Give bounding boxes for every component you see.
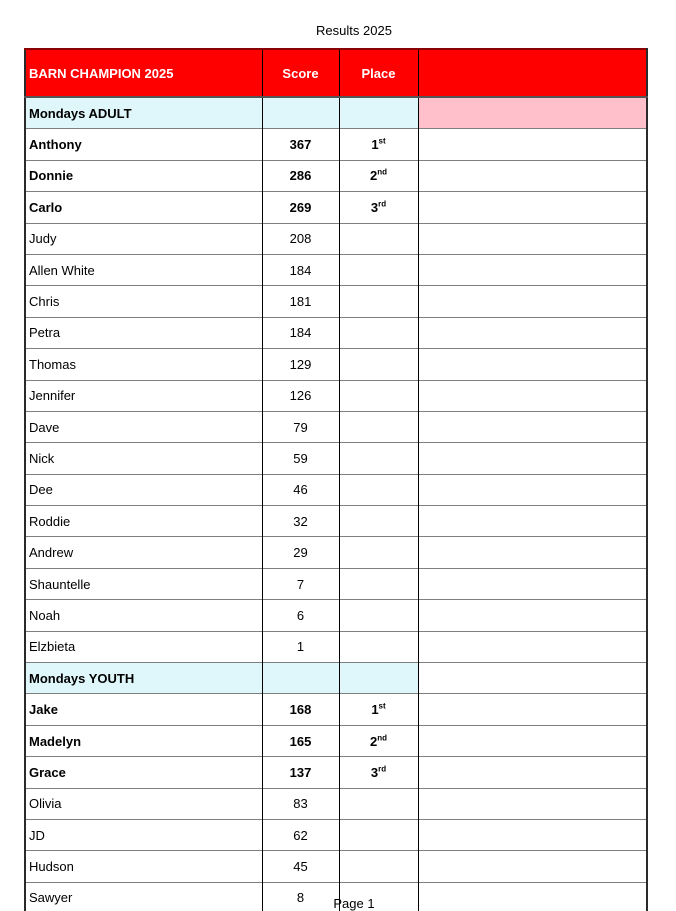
score-cell <box>262 380 339 411</box>
player-name: Noah <box>29 607 61 623</box>
place-cell <box>339 694 418 725</box>
player-score: 62 <box>293 827 308 843</box>
place-cell <box>339 631 418 662</box>
place-cell <box>339 254 418 285</box>
player-name: Grace <box>29 764 66 780</box>
page-number: Page 1 <box>333 896 375 911</box>
player-name: Olivia <box>29 796 62 812</box>
extra-cell <box>418 129 647 160</box>
place-cell <box>339 757 418 788</box>
player-score: 286 <box>289 168 312 184</box>
score-cell <box>262 317 339 348</box>
player-name: Anthony <box>29 137 82 153</box>
table-row <box>25 474 647 505</box>
table-row <box>25 788 647 819</box>
player-score: 181 <box>289 294 312 310</box>
player-name: Nick <box>29 450 55 466</box>
name-cell <box>25 286 262 317</box>
extra-cell <box>418 788 647 819</box>
player-name: Dee <box>29 482 53 498</box>
score-cell <box>262 223 339 254</box>
section-row <box>25 97 647 129</box>
player-name: Shauntelle <box>29 576 91 592</box>
score-cell <box>262 725 339 756</box>
player-name: Jake <box>29 702 58 718</box>
score-cell <box>262 286 339 317</box>
player-score: 32 <box>293 513 308 529</box>
name-cell <box>25 788 262 819</box>
score-cell <box>262 474 339 505</box>
header-cell-place: Place <box>339 49 418 97</box>
extra-cell <box>418 474 647 505</box>
score-cell <box>262 411 339 442</box>
table-row <box>25 254 647 285</box>
extra-cell <box>418 380 647 411</box>
name-cell <box>25 631 262 662</box>
extra-cell <box>418 851 647 882</box>
score-cell <box>262 757 339 788</box>
score-cell <box>262 819 339 850</box>
place-cell <box>339 537 418 568</box>
player-name: Madelyn <box>29 733 82 749</box>
extra-cell <box>418 443 647 474</box>
table-row <box>25 819 647 850</box>
place-ordinal-suffix: rd <box>378 199 387 209</box>
extra-cell <box>418 757 647 788</box>
table-row <box>25 380 647 411</box>
place-cell <box>339 317 418 348</box>
header-cell-score: Score <box>262 49 339 97</box>
name-cell <box>25 443 262 474</box>
table-header-row <box>25 49 647 97</box>
score-cell <box>262 631 339 662</box>
place-cell <box>339 663 418 694</box>
player-score: 7 <box>296 576 305 592</box>
name-cell <box>25 757 262 788</box>
table-row <box>25 631 647 662</box>
table-row <box>25 349 647 380</box>
extra-cell <box>418 631 647 662</box>
place-cell <box>339 97 418 129</box>
player-score: 46 <box>293 482 308 498</box>
header-cell-title: BARN CHAMPION 2025 <box>25 49 262 97</box>
player-score: 367 <box>289 137 312 153</box>
extra-cell <box>418 254 647 285</box>
section-row <box>25 663 647 694</box>
score-cell <box>262 851 339 882</box>
player-score: 168 <box>289 702 312 718</box>
extra-cell <box>418 506 647 537</box>
player-name: Mondays YOUTH <box>29 670 135 686</box>
player-name: Elzbieta <box>29 639 76 655</box>
place-cell <box>339 725 418 756</box>
place-cell <box>339 568 418 599</box>
place-cell <box>339 600 418 631</box>
name-cell <box>25 694 262 725</box>
extra-cell <box>418 317 647 348</box>
player-name: Donnie <box>29 168 74 184</box>
table-row <box>25 192 647 223</box>
document-title: Results 2025 <box>316 23 392 38</box>
table-body <box>25 97 647 911</box>
player-name: Sawyer <box>29 890 73 906</box>
name-cell <box>25 819 262 850</box>
score-cell <box>262 160 339 191</box>
player-name: Petra <box>29 325 61 341</box>
score-cell <box>262 568 339 599</box>
name-cell <box>25 725 262 756</box>
name-cell <box>25 192 262 223</box>
player-name: Allen White <box>29 262 95 278</box>
player-score: 8 <box>296 890 305 906</box>
name-cell <box>25 223 262 254</box>
results-table <box>24 48 648 911</box>
player-name: Thomas <box>29 356 76 372</box>
place-ordinal-suffix: rd <box>378 764 387 774</box>
place-ordinal-suffix: nd <box>377 168 387 178</box>
table-row <box>25 411 647 442</box>
table-row <box>25 694 647 725</box>
score-cell <box>262 694 339 725</box>
name-cell <box>25 129 262 160</box>
place-cell <box>339 443 418 474</box>
header-cell-extra <box>418 49 647 97</box>
name-cell <box>25 411 262 442</box>
place-cell <box>339 506 418 537</box>
place-cell <box>339 223 418 254</box>
extra-cell <box>418 223 647 254</box>
table-row <box>25 160 647 191</box>
place-cell <box>339 411 418 442</box>
place-number: 3 <box>370 764 379 780</box>
player-score: 269 <box>289 199 312 215</box>
name-cell <box>25 474 262 505</box>
extra-cell <box>418 160 647 191</box>
table-row <box>25 317 647 348</box>
extra-cell <box>418 694 647 725</box>
place-ordinal-suffix: st <box>378 136 386 146</box>
score-cell <box>262 600 339 631</box>
place-number: 1 <box>371 137 379 153</box>
place-ordinal-suffix: st <box>378 701 386 711</box>
player-name: Hudson <box>29 859 74 875</box>
player-score: 184 <box>289 262 312 278</box>
table-row <box>25 129 647 160</box>
name-cell <box>25 97 262 129</box>
score-cell <box>262 537 339 568</box>
place-cell <box>339 129 418 160</box>
name-cell <box>25 254 262 285</box>
player-score: 137 <box>289 764 312 780</box>
player-name: Carlo <box>29 199 63 215</box>
place-cell <box>339 474 418 505</box>
name-cell <box>25 568 262 599</box>
score-cell <box>262 129 339 160</box>
extra-cell <box>418 286 647 317</box>
score-cell <box>262 443 339 474</box>
score-cell <box>262 788 339 819</box>
extra-cell <box>418 725 647 756</box>
extra-cell <box>418 663 647 694</box>
player-score: 184 <box>289 325 312 341</box>
extra-cell <box>418 600 647 631</box>
name-cell <box>25 349 262 380</box>
extra-cell <box>418 97 647 129</box>
player-name: Chris <box>29 294 60 310</box>
table-row <box>25 286 647 317</box>
player-name: Jennifer <box>29 388 76 404</box>
player-name: Andrew <box>29 545 74 561</box>
table-row <box>25 757 647 788</box>
extra-cell <box>418 819 647 850</box>
name-cell <box>25 317 262 348</box>
place-number: 2 <box>369 168 378 184</box>
player-name: Roddie <box>29 513 71 529</box>
place-cell <box>339 819 418 850</box>
place-cell <box>339 380 418 411</box>
player-name: Dave <box>29 419 60 435</box>
extra-cell <box>418 568 647 599</box>
player-score: 79 <box>293 419 308 435</box>
table-row <box>25 223 647 254</box>
player-score: 83 <box>293 796 308 812</box>
place-ordinal-suffix: nd <box>377 733 387 743</box>
name-cell <box>25 537 262 568</box>
score-cell <box>262 97 339 129</box>
place-cell <box>339 286 418 317</box>
player-name: Mondays ADULT <box>29 105 132 121</box>
player-score: 29 <box>293 545 308 561</box>
extra-cell <box>418 411 647 442</box>
table-row <box>25 443 647 474</box>
table-row <box>25 851 647 882</box>
extra-cell <box>418 192 647 223</box>
name-cell <box>25 160 262 191</box>
place-number: 2 <box>369 733 378 749</box>
player-name: Judy <box>29 231 57 247</box>
place-cell <box>339 349 418 380</box>
place-cell <box>339 192 418 223</box>
place-number: 1 <box>371 702 379 718</box>
extra-cell <box>418 537 647 568</box>
player-name: JD <box>29 827 45 843</box>
player-score: 129 <box>289 356 312 372</box>
player-score: 59 <box>293 450 308 466</box>
table-row <box>25 600 647 631</box>
name-cell <box>25 506 262 537</box>
name-cell <box>25 380 262 411</box>
place-number: 3 <box>370 199 379 215</box>
score-cell <box>262 192 339 223</box>
player-score: 6 <box>296 607 305 623</box>
extra-cell <box>418 349 647 380</box>
place-cell <box>339 160 418 191</box>
name-cell <box>25 600 262 631</box>
table-row <box>25 725 647 756</box>
score-cell <box>262 349 339 380</box>
player-score: 208 <box>289 231 312 247</box>
score-cell <box>262 506 339 537</box>
name-cell <box>25 851 262 882</box>
player-score: 1 <box>296 639 305 655</box>
player-score: 45 <box>293 859 308 875</box>
player-score: 165 <box>289 733 312 749</box>
table-row <box>25 506 647 537</box>
player-score: 126 <box>289 388 312 404</box>
score-cell <box>262 663 339 694</box>
place-cell <box>339 788 418 819</box>
table-row <box>25 537 647 568</box>
table-row <box>25 568 647 599</box>
name-cell <box>25 663 262 694</box>
score-cell <box>262 254 339 285</box>
place-cell <box>339 851 418 882</box>
